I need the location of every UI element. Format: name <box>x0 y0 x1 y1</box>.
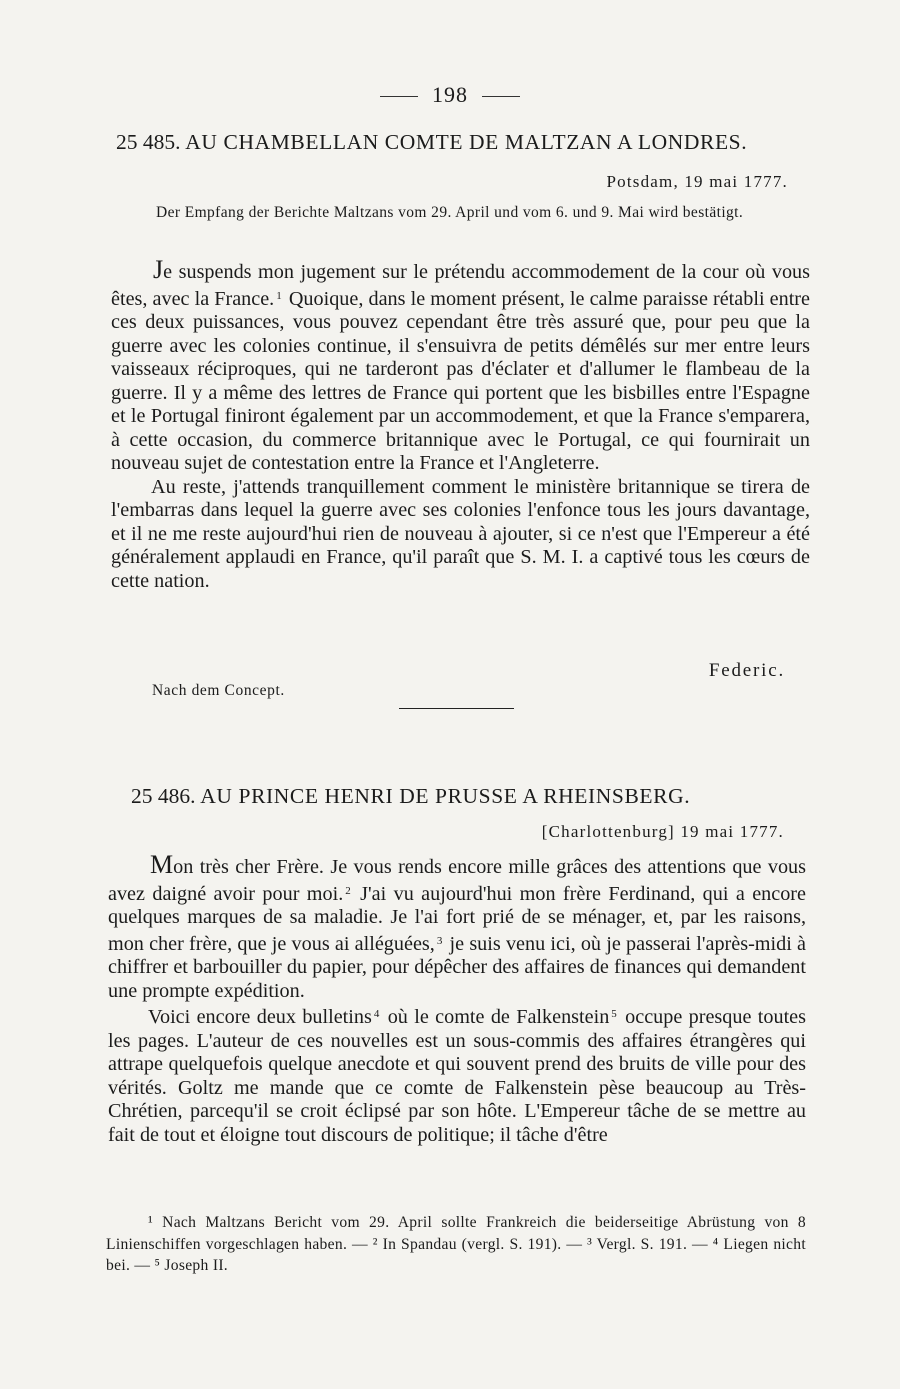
letter2-text-b: J'ai vu aujourd'hui mon frère Ferdinand, qui a encore quelques marques de sa maladie. Je l'ai fort prié de se ménager, et, par les raisons, mon cher frère, que je vous ai alléguées, <box>108 882 806 955</box>
footnote-ref-4: 4 <box>373 1008 380 1020</box>
letter2-text-e: où le comte de Falkenstein <box>381 1006 610 1028</box>
dash-left <box>380 96 418 97</box>
letter1-paragraph-2: Au reste, j'attends tranquillement comment le ministère britannique se tirera de l'embarras dans lequel la guerre avec ses colonies l'enfonce tous les jours davantage, et il ne me reste aujourd'hui rien de nouveau à ajouter, si ce n'est que l'Empereur a été généralement applaudi en France, qu'il paraît que S. M. I. a captivé tous les cœurs de cette nation. <box>111 475 810 592</box>
footnote-ref-2: 2 <box>345 884 351 897</box>
footnotes <box>106 1212 806 1277</box>
letter1-number: 25 485. <box>116 130 181 154</box>
letter1-place-date: Potsdam, 19 mai 1777. <box>606 172 788 191</box>
letter2-number: 25 486. <box>131 784 196 808</box>
letter1-text-a: e suspends mon jugement sur le prétendu accommodement de la cour où vous êtes, avec la France. <box>111 261 810 310</box>
section-divider <box>399 708 514 709</box>
letter1-text-b: Quoique, dans le moment présent, le calme paraisse rétabli entre ces deux puissances, vous pouvez cependant être très assuré que, pour peu que la guerre avec les colonies continue, il s'ensuivra de petits démêlés sur mer entre leurs vaisseaux réciproques, qui ne tarderont pas d'éclater et d'allumer le flambeau de la guerre. Il y a même des lettres de France qui portent que les bisbilles entre l'Espagne et le Portugal finiront également par un accommodement, et que la France s'emparera, à cette occasion, du commerce britannique avec le Portugal, ce qui fournirait un nouveau sujet de contestation entre la France et l'Angleterre. <box>111 287 810 474</box>
letter2-paragraph-1 <box>108 850 806 1003</box>
page-number: 198 <box>432 82 468 107</box>
letter1-source: Nach dem Concept. <box>152 682 285 699</box>
letter1-initial: J <box>153 255 164 284</box>
letter1-body <box>111 255 810 593</box>
page-number-line <box>0 82 900 108</box>
letter2-paragraph-2 <box>108 1003 806 1147</box>
letter2-title: AU PRINCE HENRI DE PRUSSE A RHEINSBERG. <box>200 784 691 808</box>
letter2-body <box>108 850 806 1147</box>
letter1-paragraph-1 <box>111 255 810 476</box>
letter2-initial: M <box>150 850 174 879</box>
footnote-ref-3: 3 <box>436 934 443 947</box>
letter2-heading <box>131 784 831 809</box>
letter2-text-d: Voici encore deux bulletins <box>148 1006 372 1028</box>
footnotes-text: ¹ Nach Maltzans Bericht vom 29. April sollte Frankreich die beiderseitige Abrüstung von 8 Linienschiffen vorgeschlagen haben. — ² In Spandau (vergl. S. 191). — ³ Vergl. S. 191. — ⁴ Liegen nicht bei. — ⁵ Joseph II. <box>106 1214 806 1274</box>
letter2-text-f: occupe presque toutes les pages. L'auteur de ces nouvelles est un sous-commis des affaires étrangères qui attrape quelquefois quelque anecdote et qui souvent prend des bruits de ville pour des vérités. Goltz me mande que ce comte de Falkenstein pèse beaucoup au Très-Chrétien, parcequ'il se croit éclipsé par son hôte. L'Empereur tâche de se mettre au fait de tout et éloigne tout discours de politique; il tâche d'être <box>108 1006 806 1146</box>
letter2-text-c: je suis venu ici, où je passerai l'après-midi à chiffrer et barbouiller du papier, pour dépêcher des affaires de finances qui demandent une prompte expédition. <box>108 932 806 1002</box>
letter2-text-a: on très cher Frère. Je vous rends encore mille grâces des attentions que vous avez daigné avoir pour moi. <box>108 856 806 905</box>
footnote-ref-1: 1 <box>276 289 282 302</box>
letter2-place-date: [Charlottenburg] 19 mai 1777. <box>541 822 784 841</box>
footnote-ref-5: 5 <box>611 1008 617 1020</box>
dash-right <box>482 96 520 97</box>
letter1-signature: Federic. <box>708 660 785 681</box>
letter1-title: AU CHAMBELLAN COMTE DE MALTZAN A LONDRES. <box>185 130 748 154</box>
letter1-summary: Der Empfang der Berichte Maltzans vom 29. April und vom 6. und 9. Mai wird bestätigt. <box>156 204 744 221</box>
letter1-heading <box>116 130 816 155</box>
